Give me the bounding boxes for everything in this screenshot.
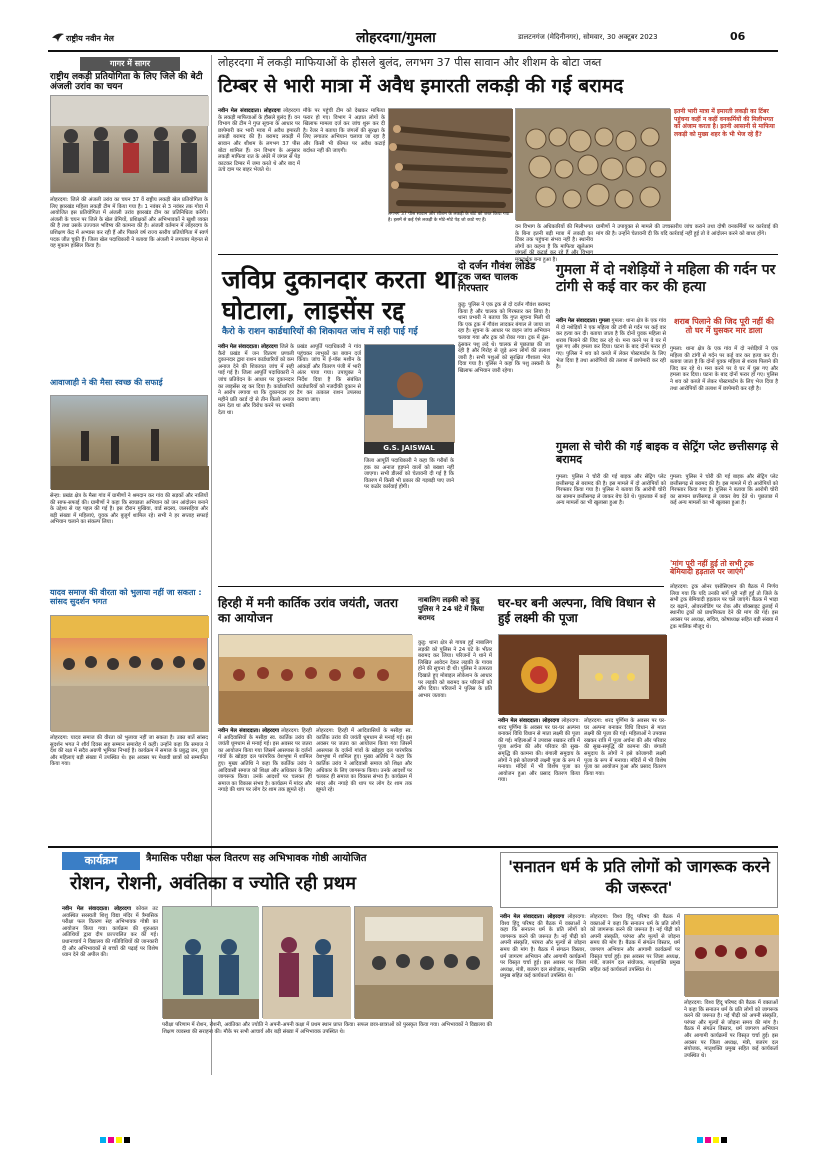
murder-byline: नवीन मेल संवाददाता। गुमला [556,318,610,324]
program-body-2: परीक्षा परिणाम में रोशन, रोशनी, अवंतिका और ज्योति ने अपनी-अपनी कक्षा में प्रथम स्थान प्राप्त किया। सफल छात्र-छात्राओं को पुरस्कृत किया गया। अभिभावकों ने विद्यालय की शिक्षण व्यवस्था की सराहना की। मौके पर सभी आचार्य और बड़ी संख्या में अभिभावक उपस्थित थे। [162,1022,492,1035]
photo-timber-2 [515,108,670,220]
lead-pull-quote: इतनी भारी मात्रा में इमारती लकड़ी का टिंबर पहुंचना कहीं न कहीं वनकर्मियों की मिलीभगत को अंजाम करता है। इतनी आसानी से माफिया लकड़ी को मुख्य शहर के भी भेज रहे हैं? [674,108,775,138]
laxmi-headline: घर-घर बनी अल्पना, विधि विधान से हुई लक्ष्मी की पूजा [498,596,656,625]
gauvansh-headline: दो दर्जन गौवंश लोडेड ट्रक जब्त चालक गिरफ्तार [458,261,536,294]
murder-body [556,318,666,436]
lead-headline: टिम्बर से भारी मात्रा में अवैध इमारती लकड़ी की गई बरामद [218,75,624,97]
story-yadav-headline: यादव समाज की वीरता को भुलाया नहीं जा सकता : सांसद सुदर्शन भगत [50,588,202,606]
mid-rule [218,586,664,587]
bike-headline: गुमला से चोरी की गई बाइक व सेट्रिंग प्लेट छत्तीसगढ़ से बरामद [556,440,779,466]
dealer-headline: जविप्र दुकानदार करता था घोटाला, लाइसेंस रद्द [222,265,457,325]
sanatan-body-1 [500,914,586,1124]
demand-body: लोहरदगा: ट्रक ओनर एसोसिएशन की बैठक में निर्णय लिया गया कि यदि उनकी मांगें पूरी नहीं हुईं तो जिले के सभी ट्रक बेमियादी हड़ताल पर चले जाएंगे। बैठक में भाड़ा दर बढ़ाने, ओवरलोडिंग पर रोक और बॉक्साइट ढुलाई में स्थानीय ट्रकों को प्राथमिकता देने की मांग की गई। इस अवसर पर अध्यक्ष, सचिव, कोषाध्यक्ष सहित बड़ी संख्या में ट्रक मालिक मौजूद थे। [670,584,778,630]
sanatan-body-3: लोहरदगा: विश्व हिंदू परिषद की बैठक में वक्ताओं ने कहा कि सनातन धर्म के प्रति लोगों को जागरूक करने की जरूरत है। नई पीढ़ी को अपनी संस्कृति, परंपरा और मूल्यों से जोड़ना समय की मांग है। बैठक में संगठन विस्तार, धर्म जागरण अभियान और आगामी कार्यक्रमों पर विस्तृत चर्चा हुई। इस अवसर पर जिला अध्यक्ष, मंत्री, बजरंग दल संयोजक, मातृशक्ति प्रमुख सहित कई कार्यकर्ता उपस्थित थे। [684,1000,778,1059]
jaiswal-name-label: G.S. JAISWAL [383,444,435,452]
program-headline: रोशन, रोशनी, अवंतिका व ज्योति रही प्रथम [70,873,357,894]
photo-lakdi-team [50,95,208,193]
sanatan-byline: नवीन मेल संवाददाता। लोहरदगा [500,914,565,920]
kartik-headline: हिरही में मनी कार्तिक उरांव जयंती, जतरा का आयोजन [218,596,398,625]
story-lakdi-headline: राष्ट्रीय लकड़ी प्रतियोगिता के लिए जिले की बेटी अंजली उरांव का चयन [50,72,203,92]
gauvansh-body: कुडू: पुलिस ने एक ट्रक से दो दर्जन गौवंश बरामद किया है और चालक को गिरफ्तार कर लिया है। थाना प्रभारी ने बताया कि गुप्त सूचना मिली थी कि एक ट्रक में गौवंश लादकर बंगाल ले जाया जा रहा है। सूचना के आधार पर वाहन जांच अभियान चलाया गया और ट्रक को रोका गया। ट्रक में ठूंस-ठूंसकर पशु लदे थे। चालक से पूछताछ की जा रही है और गिरोह से जुड़े अन्य लोगों की तलाश जारी है। सभी पशुओं को सुरक्षित गौशाला भेज दिया गया है। पुलिस ने कहा कि पशु तस्करी के खिलाफ अभियान जारी रहेगा। [458,302,550,374]
registration-marks [100,1136,727,1144]
dealer-body-3: जिला आपूर्ति पदाधिकारी ने कहा कि गरीबों के हक का अनाज हड़पने वालों को बख्शा नहीं जाएगा। सभी डीलरों को चेतावनी दी गई है कि वितरण में किसी भी प्रकार की गड़बड़ी पाए जाने पर कठोर कार्रवाई होगी। [364,458,454,491]
program-tag-label: कार्यक्रम [84,854,118,867]
lead-body-3: वन विभाग के अधिकारियों की मिलीभगत के बिना इतनी बड़ी मात्रा में लकड़ी का टिंबर तक पहुंचना संभव नहीं है। स्थानीय लोगों का कहना है कि माफिया खुलेआम मूकदर्शक बना हुआ है। [515,224,593,263]
laxmi-byline: नवीन मेल संवाददाता। लोहरदगा [498,718,560,724]
bike-body: गुमला: पुलिस ने चोरी की गई बाइक और सेट्रिंग प्लेट छत्तीसगढ़ से बरामद की है। इस मामले में दो आरोपियों को गिरफ्तार किया गया है। पुलिस ने बताया कि आरोपी चोरी का सामान छत्तीसगढ़ ले जाकर बेच देते थे। पूछताछ में कई अन्य मामलों का भी खुलासा हुआ है। [556,474,666,507]
section-tag [80,57,180,71]
paper-name: राष्ट्रीय नवीन मेल [66,34,114,43]
photo-yadav-event [50,615,208,731]
photo-sanatan-meeting [684,914,778,996]
dealer-body-2: प्रखंड आपूर्ति पदाधिकारी ने गांव पहुंचकर लाभुकों का बयान दर्ज किया। जांच में ई-पॉस मशीन के आंकड़ों और वितरण पंजी में भारी अंतर पाया गया। उपायुक्त ने निर्देश दिया है कि संबंधित कार्डधारियों को नजदीकी दुकान से टैग कर तत्काल राशन उपलब्ध कराया जाए। [297,344,361,403]
masthead-rule [48,50,778,52]
murder-body-cont: गुमला: थाना क्षेत्र के एक गांव में दो नशेड़ियों ने एक महिला की टांगी से गर्दन पर कई वार कर हत्या कर दी। बताया जाता है कि दोनों युवक महिला से शराब पिलाने की जिद कर रहे थे। मना करने पर वे घर में घुस गए और हमला कर दिया। घटना के बाद दोनों फरार हो गए। पुलिस ने शव को कब्जे में लेकर पोस्टमार्टम के लिए भेज दिया है तथा आरोपियों की तलाश में छापेमारी कर रही है। [670,346,778,392]
story-yadav-body: लोहरदगा: यादव समाज की वीरता को भुलाया नहीं जा सकता है। उक्त बातें सांसद सुदर्शन भगत ने शौर्य दिवस सह सम्मान समारोह में कहीं। उन्होंने कहा कि समाज ने देश की रक्षा में सदैव अग्रणी भूमिका निभाई है। कार्यक्रम में समाज के प्रबुद्ध जन, युवा और महिलाएं बड़ी संख्या में उपस्थित थे। इस अवसर पर मेधावी छात्रों को सम्मानित किया गया। [50,735,208,768]
section-tag-label: गागर में सागर [110,59,150,68]
murder-side-head: शराब पिलाने की जिद पूरी नहीं की तो घर में घुसकर मार डाला [674,317,774,335]
minor-body: कुडू: थाना क्षेत्र से गायब हुई नाबालिग लड़की को पुलिस ने 24 घंटे के भीतर बरामद कर लिया। परिजनों ने थाने में लिखित आवेदन देकर लड़की के गायब होने की सूचना दी थी। पुलिस ने तत्परता दिखाते हुए मोबाइल लोकेशन के आधार पर लड़की को बरामद कर परिजनों को सौंप दिया। परिजनों ने पुलिस के प्रति आभार जताया। [418,640,492,699]
laxmi-body [498,718,580,836]
murder-body-text: गुमला: थाना क्षेत्र के एक गांव में दो नशेड़ियों ने एक महिला की टांगी से गर्दन पर कई वार कर हत्या कर दी। बताया जाता है कि दोनों युवक महिला से शराब पिलाने की जिद कर रहे थे। मना करने पर वे घर में घुस गए और हमला कर दिया। घटना के बाद दोनों फरार हो गए। पुलिस ने शव को कब्जे में लेकर पोस्टमार्टम के लिए भेज दिया है तथा आरोपियों की तलाश में छापेमारी कर रही है। [556,318,666,371]
laxmi-body-text: लोहरदगा: शरद पूर्णिमा के अवसर पर घर-घर अल्पना बनाकर विधि विधान से माता लक्ष्मी की पूजा की गई। महिलाओं ने उपवास रखकर रात्रि में पूजा अर्चना की और परिवार की सुख-समृद्धि की कामना की। बंगाली समुदाय के लोगों ने इसे कोजागरी लक्ष्मी पूजा के रूप में मनाया। मंदिरों में भी विशेष पूजा का आयोजन हुआ और प्रसाद वितरण किया गया। [498,718,580,784]
section-title: लोहरदगा/गुमला [356,30,436,46]
lead-rule [218,254,778,255]
murder-headline: गुमला में दो नशेड़ियों ने महिला की गर्दन पर टांगी से कई वार कर की हत्या [556,262,776,295]
dealer-body-1 [218,344,294,582]
photo-result-2 [262,906,350,1018]
photo-cleaning [50,395,208,489]
photo-jatra [218,634,412,724]
bird-logo-icon [52,32,64,42]
photo-laxmi-puja [498,634,666,714]
lead-byline-text: नवीन मेल संवाददाता। लोहरदगा [218,108,281,114]
kartik-body-cont: लोहरदगा: हिरही में आदिवासियों के मसीहा स्व. कार्तिक उरांव की जयंती धूमधाम से मनाई गई। इस अवसर पर जतरा का आयोजन किया गया जिसमें आसपास के दर्जनों गांवों के खोड़हा दल पारंपरिक वेशभूषा में शामिल हुए। मुख्य अतिथि ने कहा कि कार्तिक उरांव ने आदिवासी समाज को शिक्षा और अधिकार के लिए जागरूक किया। उनके आदर्शों पर चलकर ही समाज का विकास संभव है। कार्यक्रम में मांदर और नगाड़े की थाप पर लोग देर शाम तक झूमते रहे। [316,728,412,794]
story-maisa-headline: आवाजाही ने की मैसा स्वच्छ की सफाई [50,378,163,387]
dealer-byline: नवीन मेल संवाददाता। लोहरदगा [218,344,278,350]
lead-kicker: लोहरदगा में लकड़ी माफियाओं के हौसले बुलंद, लगभग 37 पीस सावान और शीशम के बोटा जब्त [218,56,602,69]
dateline: डालटनगंज (मेदिनीनगर), सोमवार, 30 अक्टूबर 2023 [518,33,658,41]
kartik-body [218,728,312,836]
story-lakdi-body: लोहरदगा: जिले की अंजली उरांव का चयन 37 वें राष्ट्रीय लकड़ी खेल प्रतियोगिता के लिए झारखंड महिला लकड़ी टीम में किया गया है। 1 नवंबर से 3 नवंबर तक गोवा में आयोजित इस प्रतियोगिता में अंजली उरांव झारखंड टीम का प्रतिनिधित्व करेंगी। अंजली के चयन पर जिले के खेल प्रेमियों, प्रशिक्षकों और अभिभावकों ने खुशी व्यक्त की है तथा उसके उज्ज्वल भविष्य की कामना की है। अंजली वर्तमान में लोहरदगा के प्रशिक्षण केंद्र में अभ्यास कर रही हैं और पिछले वर्ष राज्य स्तरीय प्रतियोगिता में स्वर्ण पदक जीत चुकी हैं। जिला खेल पदाधिकारी ने बताया कि अंजली ने लगातार मेहनत से यह मुकाम हासिल किया है। [50,197,208,250]
bottom-rule [48,846,778,848]
laxmi-body-cont: लोहरदगा: शरद पूर्णिमा के अवसर पर घर-घर अल्पना बनाकर विधि विधान से माता लक्ष्मी की पूजा की गई। महिलाओं ने उपवास रखकर रात्रि में पूजा अर्चना की और परिवार की सुख-समृद्धि की कामना की। बंगाली समुदाय के लोगों ने इसे कोजागरी लक्ष्मी पूजा के रूप में मनाया। मंदिरों में भी विशेष पूजा का आयोजन हुआ और प्रसाद वितरण किया गया। [584,718,666,777]
jaiswal-name-strip [364,442,454,454]
lead-byline [218,108,300,216]
sanatan-body-2: लोहरदगा: विश्व हिंदू परिषद की बैठक में वक्ताओं ने कहा कि सनातन धर्म के प्रति लोगों को जागरूक करने की जरूरत है। नई पीढ़ी को अपनी संस्कृति, परंपरा और मूल्यों से जोड़ना समय की मांग है। बैठक में संगठन विस्तार, धर्म जागरण अभियान और आगामी कार्यक्रमों पर विस्तृत चर्चा हुई। इस अवसर पर जिला अध्यक्ष, मंत्री, बजरंग दल संयोजक, मातृशक्ति प्रमुख सहित कई कार्यकर्ता उपस्थित थे। [590,914,680,973]
photo-result-1 [162,906,258,1018]
page-number: 06 [730,30,746,43]
sanatan-headline: 'सनातन धर्म के प्रति लोगों को जागरूक करने की जरूरत' [508,857,770,897]
kartik-byline: नवीन मेल संवाददाता। लोहरदगा [218,728,279,734]
lead-body-2: मौके पर पहुंची टीम को देखकर माफिया फरार हो गए। विभाग ने अज्ञात लोगों के खिलाफ मामला दर्ज कर जांच शुरू कर दी है। रेंजर ने बताया कि जंगलों की सुरक्षा के लिए लगातार अभियान चलाया जा रहा है और किसी भी कीमत पर अवैध कटाई बर्दाश्त नहीं की जाएगी। [303,108,385,154]
program-byline: नवीन मेल संवाददाता। लोहरदगा [62,906,132,912]
program-kicker: त्रैमासिक परीक्षा फल वितरण सह अभिभावक गोष्ठी आयोजित [146,853,367,864]
kartik-body-text: लोहरदगा: हिरही में आदिवासियों के मसीहा स्व. कार्तिक उरांव की जयंती धूमधाम से मनाई गई। इस अवसर पर जतरा का आयोजन किया गया जिसमें आसपास के दर्जनों गांवों के खोड़हा दल पारंपरिक वेशभूषा में शामिल हुए। मुख्य अतिथि ने कहा कि कार्तिक उरांव ने आदिवासी समाज को शिक्षा और अधिकार के लिए जागरूक किया। उनके आदर्शों पर चलकर ही समाज का विकास संभव है। कार्यक्रम में मांदर और नगाड़े की थाप पर लोग देर शाम तक झूमते रहे। [218,728,312,794]
story-maisa-body: सेन्हा: प्रखंड क्षेत्र के मैसा गांव में ग्रामीणों ने श्रमदान कर गांव की सड़कों और नालियों की साफ-सफाई की। ग्रामीणों ने कहा कि स्वच्छता अभियान को जन आंदोलन बनाने के उद्देश्य से यह पहल की गई है। इस दौरान मुखिया, वार्ड सदस्य, जलसहिया और बड़ी संख्या में महिलाएं, युवक और बुजुर्ग शामिल रहे। सभी ने हर सप्ताह सफाई अभियान चलाने का संकल्प लिया। [50,493,208,526]
program-body-1-text: कोयल तट अवस्थित सरस्वती शिशु विद्या मंदिर में त्रैमासिक परीक्षा फल वितरण सह अभिभावक गोष्ठी का आयोजन किया गया। कार्यक्रम की शुरुआत अतिथियों द्वारा दीप प्रज्ज्वलित कर की गई। प्रधानाचार्य ने विद्यालय की गतिविधियों की जानकारी दी और अभिभावकों से बच्चों की पढ़ाई पर विशेष ध्यान देने की अपील की। [62,906,158,959]
dealer-subhead: कैरो के राशन कार्डधारियों की शिकायत जांच में सही पाई गई [222,327,418,337]
lead-body-4: ग्रामीणों ने उपायुक्त से मामले की उच्चस्तरीय जांच कराने तथा दोषी वनकर्मियों पर कार्रवाई की मांग की है। उन्होंने चेतावनी दी कि यदि कार्रवाई नहीं हुई तो वे आंदोलन करने को बाध्य होंगे। [596,224,778,237]
photo-jaiswal [364,344,454,442]
dealer-body-1-text: जिले के कैरो प्रखंड में जन वितरण प्रणाली दुकानदार द्वारा राशन कार्डधारियों को कम अनाज देने की शिकायत जांच में सही पाई गई है। जिला आपूर्ति पदाधिकारी ने जांच प्रतिवेदन के आधार पर दुकानदार का लाइसेंस रद्द कर दिया है। कार्डधारियों ने आरोप लगाया था कि दुकानदार हर महीने प्रति कार्ड दो से तीन किलो अनाज कम देता था और विरोध करने पर धमकी देता था। [218,344,295,416]
masthead [0,26,827,48]
minor-headline: नाबालिग लड़की को कुडू पुलिस ने 24 घंटे में किया बरामद [418,596,484,622]
demand-headline: 'मांग पूरी नहीं हुई तो सभी ट्रक बेमियादी हड़ताल पर जाएंगे' [670,559,754,577]
program-tag [62,852,140,870]
photo-result-3 [354,906,492,1018]
sanatan-body-text: लोहरदगा: विश्व हिंदू परिषद की बैठक में वक्ताओं ने कहा कि सनातन धर्म के प्रति लोगों को जागरूक करने की जरूरत है। नई पीढ़ी को अपनी संस्कृति, परंपरा और मूल्यों से जोड़ना समय की मांग है। बैठक में संगठन विस्तार, धर्म जागरण अभियान और आगामी कार्यक्रमों पर विस्तृत चर्चा हुई। इस अवसर पर जिला अध्यक्ष, मंत्री, बजरंग दल संयोजक, मातृशक्ति प्रमुख सहित कई कार्यकर्ता उपस्थित थे। [500,914,586,980]
lead-photo-caption: लगभग 37 पीस सावान और शीशम के लकड़ी के बोटे को जब्त किया गया है। इसमें से कई ऐसे लकड़ी के मोटे-मोटे पेड़ जो काटे गए हैं। [388,212,510,223]
bike-body-cont: गुमला: पुलिस ने चोरी की गई बाइक और सेट्रिंग प्लेट छत्तीसगढ़ से बरामद की है। इस मामले में दो आरोपियों को गिरफ्तार किया गया है। पुलिस ने बताया कि आरोपी चोरी का सामान छत्तीसगढ़ ले जाकर बेच देते थे। पूछताछ में कई अन्य मामलों का भी खुलासा हुआ है। [670,474,778,507]
photo-timber-1 [388,108,512,212]
program-body-1 [62,906,158,1124]
lead-body-1: लोहरदगा के लकड़ी माफियाओं के हौसले बुलंद हैं। वन विभाग की टीम ने गुप्त सूचना के आधार पर छापेमारी कर भारी मात्रा में अवैध इमारती लकड़ी बरामद की है। बरामद लकड़ी में सावान और शीशम के लगभग 37 पीस बोटा शामिल हैं। वन विभाग के अनुसार लकड़ी माफिया रात के अंधेरे में जंगल से पेड़ काटकर टिम्बर में जमा करते थे और बाद में ऊंचे दाम पर बाहर भेजते थे। [218,108,300,174]
